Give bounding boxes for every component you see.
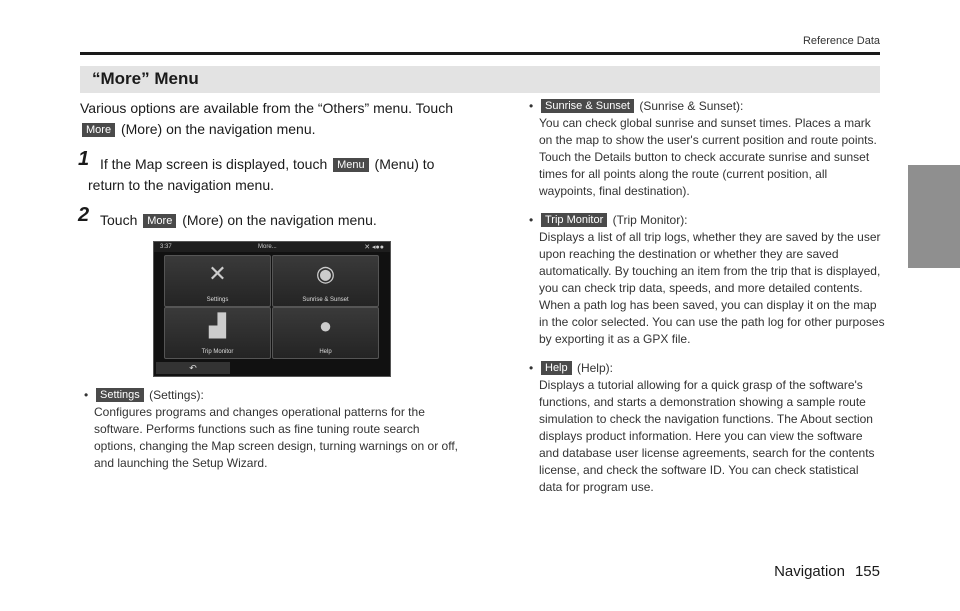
more-button-tag: More: [143, 214, 176, 228]
running-header: Reference Data: [802, 35, 880, 47]
more-menu-screenshot: [153, 241, 391, 377]
screenshot-status-bar: 3:37 More... ✕ ◂●●: [154, 242, 390, 252]
sunrise-sunset-tile: ◉ Sunrise & Sunset: [272, 255, 379, 307]
more-button-tag: More: [82, 123, 115, 137]
right-column: [525, 98, 885, 496]
step-2: 2 Touch More (More) on the navigation menu.: [78, 204, 377, 228]
help-tile: ● Help: [272, 307, 379, 359]
sunrise-sunset-button-tag: Sunrise & Sunset: [541, 99, 634, 113]
top-rule: [80, 52, 880, 55]
page-title: “More” Menu: [92, 69, 199, 88]
help-item: • Help (Help): Displays a tutorial allowing for a quick grasp of the software's functions, and starts a demonstration showing a sample route simulation to check the navigation functions. The About section displays product information. Here you can view the software and database user license agreements, search for the contents license, and check the software ID. You can check statistical data for program use.: [529, 361, 875, 494]
step-1: 1 If the Map screen is displayed, touch Menu (Menu) to return to the navigation menu.: [78, 148, 435, 193]
title-bar: [80, 66, 880, 93]
sunrise-sunset-item: • Sunrise & Sunset (Sunrise & Sunset): You can check global sunrise and sunset times. Places a mark on the map to show the user's current position and route points. Touch the Details button to check accurate sunrise and sunset times for all points along the route (current position, all waypoints, final destination).: [529, 99, 877, 198]
footer-section: Navigation: [774, 563, 845, 580]
menu-button-tag: Menu: [333, 158, 369, 172]
step-number: 2: [78, 204, 90, 226]
step-number: 1: [78, 148, 90, 170]
trip-monitor-tile: ▟ Trip Monitor: [164, 307, 271, 359]
bar-chart-icon: ▟: [209, 313, 226, 338]
settings-button-tag: Settings: [96, 388, 144, 402]
intro-paragraph: Various options are available from the “Others” menu. Touch More (More) on the navigation menu.: [80, 100, 454, 137]
chapter-tab: [908, 165, 960, 268]
lightbulb-icon: ●: [318, 313, 333, 338]
left-column: [80, 98, 460, 472]
settings-tile: ✕ Settings: [164, 255, 271, 307]
trip-monitor-button-tag: Trip Monitor: [541, 213, 607, 227]
globe-clock-icon: ◉: [315, 261, 336, 286]
back-arrow-icon: ↶: [156, 362, 230, 374]
page-number: 155: [854, 563, 880, 580]
trip-monitor-item: • Trip Monitor (Trip Monitor): Displays a list of all trip logs, whether they are saved by the user upon reaching the destination or whether they are saved automatically. By touching an item from the trip that is displayed, you can check trip data, speeds, and more detailed contents. When a path log has been saved, you can display it on the map in the color selected. You can use the path log for other purposes by exporting it as a GPX file.: [529, 213, 885, 346]
page-footer: [774, 563, 880, 580]
help-button-tag: Help: [541, 361, 572, 375]
tools-icon: ✕: [208, 261, 227, 286]
settings-item: • Settings (Settings): Configures programs and changes operational patterns for the software. Performs functions such as fine tuning route search options, changing the Map screen design, turning warnings on or off, and launching the Setup Wizard.: [84, 388, 459, 470]
